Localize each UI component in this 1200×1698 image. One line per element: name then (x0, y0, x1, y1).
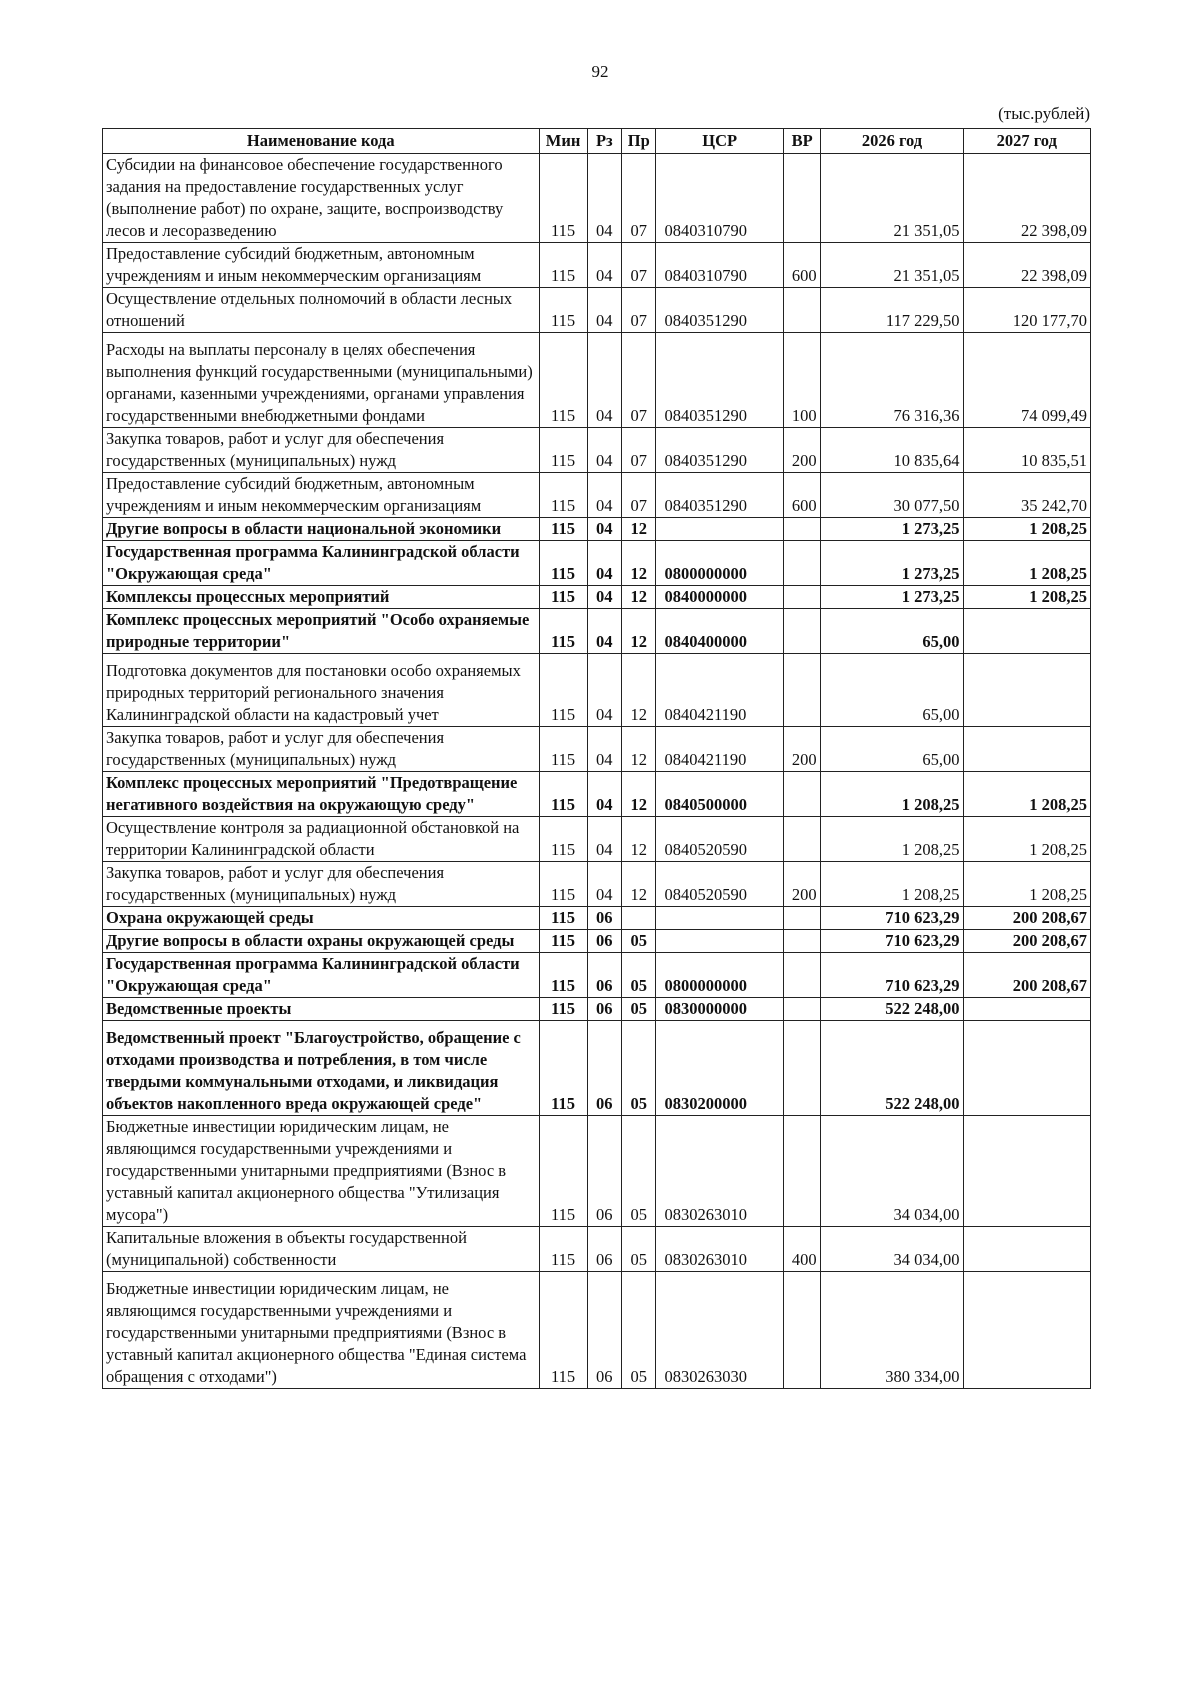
cell-2026: 76 316,36 (821, 333, 963, 428)
cell-vr: 200 (783, 862, 821, 907)
cell-pr: 07 (622, 428, 656, 473)
cell-min: 115 (539, 862, 587, 907)
cell-pr: 12 (622, 586, 656, 609)
cell-2027: 1 208,25 (963, 518, 1090, 541)
cell-vr: 200 (783, 428, 821, 473)
cell-2026: 710 623,29 (821, 953, 963, 998)
cell-2026: 1 208,25 (821, 772, 963, 817)
table-row (103, 930, 1091, 953)
cell-2026: 65,00 (821, 609, 963, 654)
cell-pr: 12 (622, 654, 656, 727)
cell-name: Бюджетные инвестиции юридическим лицам, не являющимся государственными учреждениями и государственными унитарными предприятиями (Взнос в уставный капитал акционерного общества "Единая система обращения с отходами") (103, 1272, 540, 1389)
header-vr: ВР (783, 129, 821, 154)
cell-2027: 1 208,25 (963, 541, 1090, 586)
cell-csr: 0840351290 (656, 288, 783, 333)
cell-rz: 06 (587, 930, 621, 953)
cell-csr: 0840421190 (656, 654, 783, 727)
cell-csr: 0840310790 (656, 243, 783, 288)
cell-pr: 12 (622, 609, 656, 654)
cell-2027: 200 208,67 (963, 907, 1090, 930)
budget-table (102, 128, 1091, 1389)
cell-2026: 522 248,00 (821, 1021, 963, 1116)
cell-min: 115 (539, 817, 587, 862)
table-row (103, 907, 1091, 930)
cell-pr: 05 (622, 1272, 656, 1389)
cell-pr: 12 (622, 772, 656, 817)
cell-2026: 522 248,00 (821, 998, 963, 1021)
cell-name: Ведомственные проекты (103, 998, 540, 1021)
cell-pr: 12 (622, 727, 656, 772)
cell-2027: 200 208,67 (963, 930, 1090, 953)
cell-min: 115 (539, 243, 587, 288)
header-2027: 2027 год (963, 129, 1090, 154)
cell-min: 115 (539, 154, 587, 243)
cell-vr (783, 654, 821, 727)
cell-vr (783, 154, 821, 243)
header-2026: 2026 год (821, 129, 963, 154)
cell-2027 (963, 727, 1090, 772)
cell-min: 115 (539, 772, 587, 817)
cell-vr (783, 998, 821, 1021)
cell-rz: 06 (587, 998, 621, 1021)
cell-2027: 10 835,51 (963, 428, 1090, 473)
table-row (103, 817, 1091, 862)
table-row (103, 772, 1091, 817)
cell-2027 (963, 1272, 1090, 1389)
cell-csr: 0830263010 (656, 1227, 783, 1272)
cell-rz: 06 (587, 1116, 621, 1227)
cell-pr: 05 (622, 998, 656, 1021)
cell-2027: 22 398,09 (963, 243, 1090, 288)
cell-2026: 710 623,29 (821, 907, 963, 930)
table-row (103, 609, 1091, 654)
cell-min: 115 (539, 473, 587, 518)
cell-csr: 0840520590 (656, 817, 783, 862)
cell-2027: 22 398,09 (963, 154, 1090, 243)
cell-2027 (963, 1227, 1090, 1272)
table-row (103, 862, 1091, 907)
cell-csr: 0840000000 (656, 586, 783, 609)
table-row (103, 243, 1091, 288)
cell-min: 115 (539, 288, 587, 333)
cell-vr (783, 586, 821, 609)
cell-min: 115 (539, 953, 587, 998)
cell-rz: 04 (587, 518, 621, 541)
cell-name: Охрана окружающей среды (103, 907, 540, 930)
cell-2027: 1 208,25 (963, 817, 1090, 862)
cell-min: 115 (539, 518, 587, 541)
cell-pr: 07 (622, 288, 656, 333)
cell-min: 115 (539, 1272, 587, 1389)
cell-vr: 600 (783, 473, 821, 518)
cell-name: Субсидии на финансовое обеспечение государственного задания на предоставление государственных услуг (выполнение работ) по охране, защите, воспроизводству лесов и лесоразведению (103, 154, 540, 243)
table-row (103, 541, 1091, 586)
cell-name: Закупка товаров, работ и услуг для обеспечения государственных (муниципальных) нужд (103, 428, 540, 473)
table-row (103, 288, 1091, 333)
cell-min: 115 (539, 998, 587, 1021)
cell-csr: 0800000000 (656, 953, 783, 998)
cell-pr: 07 (622, 333, 656, 428)
cell-2027 (963, 609, 1090, 654)
cell-vr (783, 518, 821, 541)
cell-pr: 12 (622, 541, 656, 586)
table-body (103, 154, 1091, 1389)
cell-name: Государственная программа Калининградской области "Окружающая среда" (103, 953, 540, 998)
cell-rz: 04 (587, 817, 621, 862)
cell-rz: 06 (587, 953, 621, 998)
table-row (103, 518, 1091, 541)
cell-min: 115 (539, 1116, 587, 1227)
cell-vr (783, 541, 821, 586)
cell-pr: 07 (622, 243, 656, 288)
cell-2026: 117 229,50 (821, 288, 963, 333)
cell-pr: 05 (622, 1227, 656, 1272)
cell-2026: 21 351,05 (821, 243, 963, 288)
cell-vr (783, 1116, 821, 1227)
cell-2026: 65,00 (821, 654, 963, 727)
cell-vr: 600 (783, 243, 821, 288)
cell-name: Осуществление отдельных полномочий в области лесных отношений (103, 288, 540, 333)
cell-min: 115 (539, 1227, 587, 1272)
table-row (103, 998, 1091, 1021)
cell-vr (783, 772, 821, 817)
cell-2027 (963, 998, 1090, 1021)
cell-csr: 0840351290 (656, 428, 783, 473)
cell-vr: 200 (783, 727, 821, 772)
cell-csr: 0830200000 (656, 1021, 783, 1116)
cell-rz: 04 (587, 586, 621, 609)
table-row (103, 654, 1091, 727)
cell-rz: 04 (587, 473, 621, 518)
cell-name: Бюджетные инвестиции юридическим лицам, не являющимся государственными учреждениями и государственными унитарными предприятиями (Взнос в уставный капитал акционерного общества "Утилизация мусора") (103, 1116, 540, 1227)
table-header-row (103, 129, 1091, 154)
cell-2027: 200 208,67 (963, 953, 1090, 998)
cell-min: 115 (539, 907, 587, 930)
page-number: 92 (591, 62, 609, 81)
cell-rz: 06 (587, 1021, 621, 1116)
cell-csr: 0840310790 (656, 154, 783, 243)
cell-csr: 0840421190 (656, 727, 783, 772)
cell-vr (783, 817, 821, 862)
table-row (103, 428, 1091, 473)
cell-2027: 35 242,70 (963, 473, 1090, 518)
cell-rz: 04 (587, 541, 621, 586)
cell-name: Комплекс процессных мероприятий "Предотвращение негативного воздействия на окружающую среду" (103, 772, 540, 817)
cell-vr (783, 609, 821, 654)
cell-2027: 1 208,25 (963, 772, 1090, 817)
cell-name: Ведомственный проект "Благоустройство, обращение с отходами производства и потребления, в том числе твердыми коммунальными отходами, и ликвидация объектов накопленного вреда окружающей среде" (103, 1021, 540, 1116)
cell-rz: 04 (587, 333, 621, 428)
table-row (103, 154, 1091, 243)
cell-pr: 05 (622, 930, 656, 953)
cell-csr: 0830263030 (656, 1272, 783, 1389)
cell-name: Комплексы процессных мероприятий (103, 586, 540, 609)
cell-name: Другие вопросы в области национальной экономики (103, 518, 540, 541)
header-min: Мин (539, 129, 587, 154)
cell-2026: 1 273,25 (821, 586, 963, 609)
cell-pr: 07 (622, 473, 656, 518)
cell-2027 (963, 1116, 1090, 1227)
cell-csr: 0840351290 (656, 473, 783, 518)
header-name: Наименование кода (103, 129, 540, 154)
cell-2026: 1 273,25 (821, 518, 963, 541)
cell-2026: 65,00 (821, 727, 963, 772)
cell-csr: 0830263010 (656, 1116, 783, 1227)
cell-min: 115 (539, 428, 587, 473)
cell-csr: 0830000000 (656, 998, 783, 1021)
table-row (103, 727, 1091, 772)
cell-pr: 12 (622, 518, 656, 541)
cell-2026: 380 334,00 (821, 1272, 963, 1389)
cell-csr: 0840351290 (656, 333, 783, 428)
cell-name: Закупка товаров, работ и услуг для обеспечения государственных (муниципальных) нужд (103, 727, 540, 772)
cell-min: 115 (539, 609, 587, 654)
cell-vr (783, 930, 821, 953)
cell-csr: 0840400000 (656, 609, 783, 654)
table-row (103, 586, 1091, 609)
cell-csr (656, 930, 783, 953)
cell-rz: 06 (587, 1227, 621, 1272)
cell-vr (783, 1021, 821, 1116)
cell-vr (783, 907, 821, 930)
cell-vr: 400 (783, 1227, 821, 1272)
cell-2026: 1 208,25 (821, 862, 963, 907)
cell-2026: 1 273,25 (821, 541, 963, 586)
cell-min: 115 (539, 1021, 587, 1116)
cell-pr: 05 (622, 1116, 656, 1227)
cell-2027: 120 177,70 (963, 288, 1090, 333)
cell-name: Предоставление субсидий бюджетным, автономным учреждениям и иным некоммерческим организациям (103, 243, 540, 288)
cell-pr: 12 (622, 817, 656, 862)
cell-2027: 1 208,25 (963, 862, 1090, 907)
table-row (103, 473, 1091, 518)
cell-name: Подготовка документов для постановки особо охраняемых природных территорий регионального значения Калининградской области на кадастровый учет (103, 654, 540, 727)
cell-2026: 21 351,05 (821, 154, 963, 243)
cell-csr (656, 518, 783, 541)
cell-pr: 05 (622, 1021, 656, 1116)
table-row (103, 1021, 1091, 1116)
cell-min: 115 (539, 727, 587, 772)
cell-name: Предоставление субсидий бюджетным, автономным учреждениям и иным некоммерческим организациям (103, 473, 540, 518)
table-row (103, 953, 1091, 998)
cell-rz: 04 (587, 772, 621, 817)
cell-2026: 710 623,29 (821, 930, 963, 953)
header-rz: Рз (587, 129, 621, 154)
cell-rz: 04 (587, 654, 621, 727)
cell-rz: 06 (587, 907, 621, 930)
cell-vr (783, 1272, 821, 1389)
cell-2027: 1 208,25 (963, 586, 1090, 609)
cell-min: 115 (539, 586, 587, 609)
cell-vr: 100 (783, 333, 821, 428)
cell-2026: 1 208,25 (821, 817, 963, 862)
cell-name: Расходы на выплаты персоналу в целях обеспечения выполнения функций государственными (муниципальными) органами, казенными учреждениями, органами управления государственными внебюджетными фондами (103, 333, 540, 428)
cell-name: Осуществление контроля за радиационной обстановкой на территории Калининградской области (103, 817, 540, 862)
cell-pr: 12 (622, 862, 656, 907)
cell-csr: 0800000000 (656, 541, 783, 586)
cell-name: Государственная программа Калининградской области "Окружающая среда" (103, 541, 540, 586)
cell-vr (783, 288, 821, 333)
cell-pr (622, 907, 656, 930)
table-row (103, 1272, 1091, 1389)
header-pr: Пр (622, 129, 656, 154)
cell-name: Другие вопросы в области охраны окружающей среды (103, 930, 540, 953)
cell-pr: 05 (622, 953, 656, 998)
cell-csr: 0840500000 (656, 772, 783, 817)
cell-min: 115 (539, 333, 587, 428)
cell-name: Комплекс процессных мероприятий "Особо охраняемые природные территории" (103, 609, 540, 654)
cell-2027: 74 099,49 (963, 333, 1090, 428)
cell-rz: 04 (587, 154, 621, 243)
table-row (103, 1227, 1091, 1272)
cell-2027 (963, 1021, 1090, 1116)
cell-rz: 04 (587, 243, 621, 288)
table-row (103, 1116, 1091, 1227)
cell-2026: 34 034,00 (821, 1116, 963, 1227)
cell-2026: 34 034,00 (821, 1227, 963, 1272)
cell-2026: 30 077,50 (821, 473, 963, 518)
cell-name: Капитальные вложения в объекты государственной (муниципальной) собственности (103, 1227, 540, 1272)
table-row (103, 333, 1091, 428)
cell-rz: 04 (587, 428, 621, 473)
cell-2026: 10 835,64 (821, 428, 963, 473)
cell-vr (783, 953, 821, 998)
cell-rz: 04 (587, 862, 621, 907)
cell-rz: 04 (587, 288, 621, 333)
header-csr: ЦСР (656, 129, 783, 154)
cell-min: 115 (539, 541, 587, 586)
cell-pr: 07 (622, 154, 656, 243)
cell-name: Закупка товаров, работ и услуг для обеспечения государственных (муниципальных) нужд (103, 862, 540, 907)
cell-rz: 04 (587, 609, 621, 654)
cell-min: 115 (539, 654, 587, 727)
cell-csr: 0840520590 (656, 862, 783, 907)
cell-rz: 04 (587, 727, 621, 772)
cell-2027 (963, 654, 1090, 727)
cell-rz: 06 (587, 1272, 621, 1389)
cell-min: 115 (539, 930, 587, 953)
cell-csr (656, 907, 783, 930)
units-label: (тыс.рублей) (998, 104, 1090, 123)
